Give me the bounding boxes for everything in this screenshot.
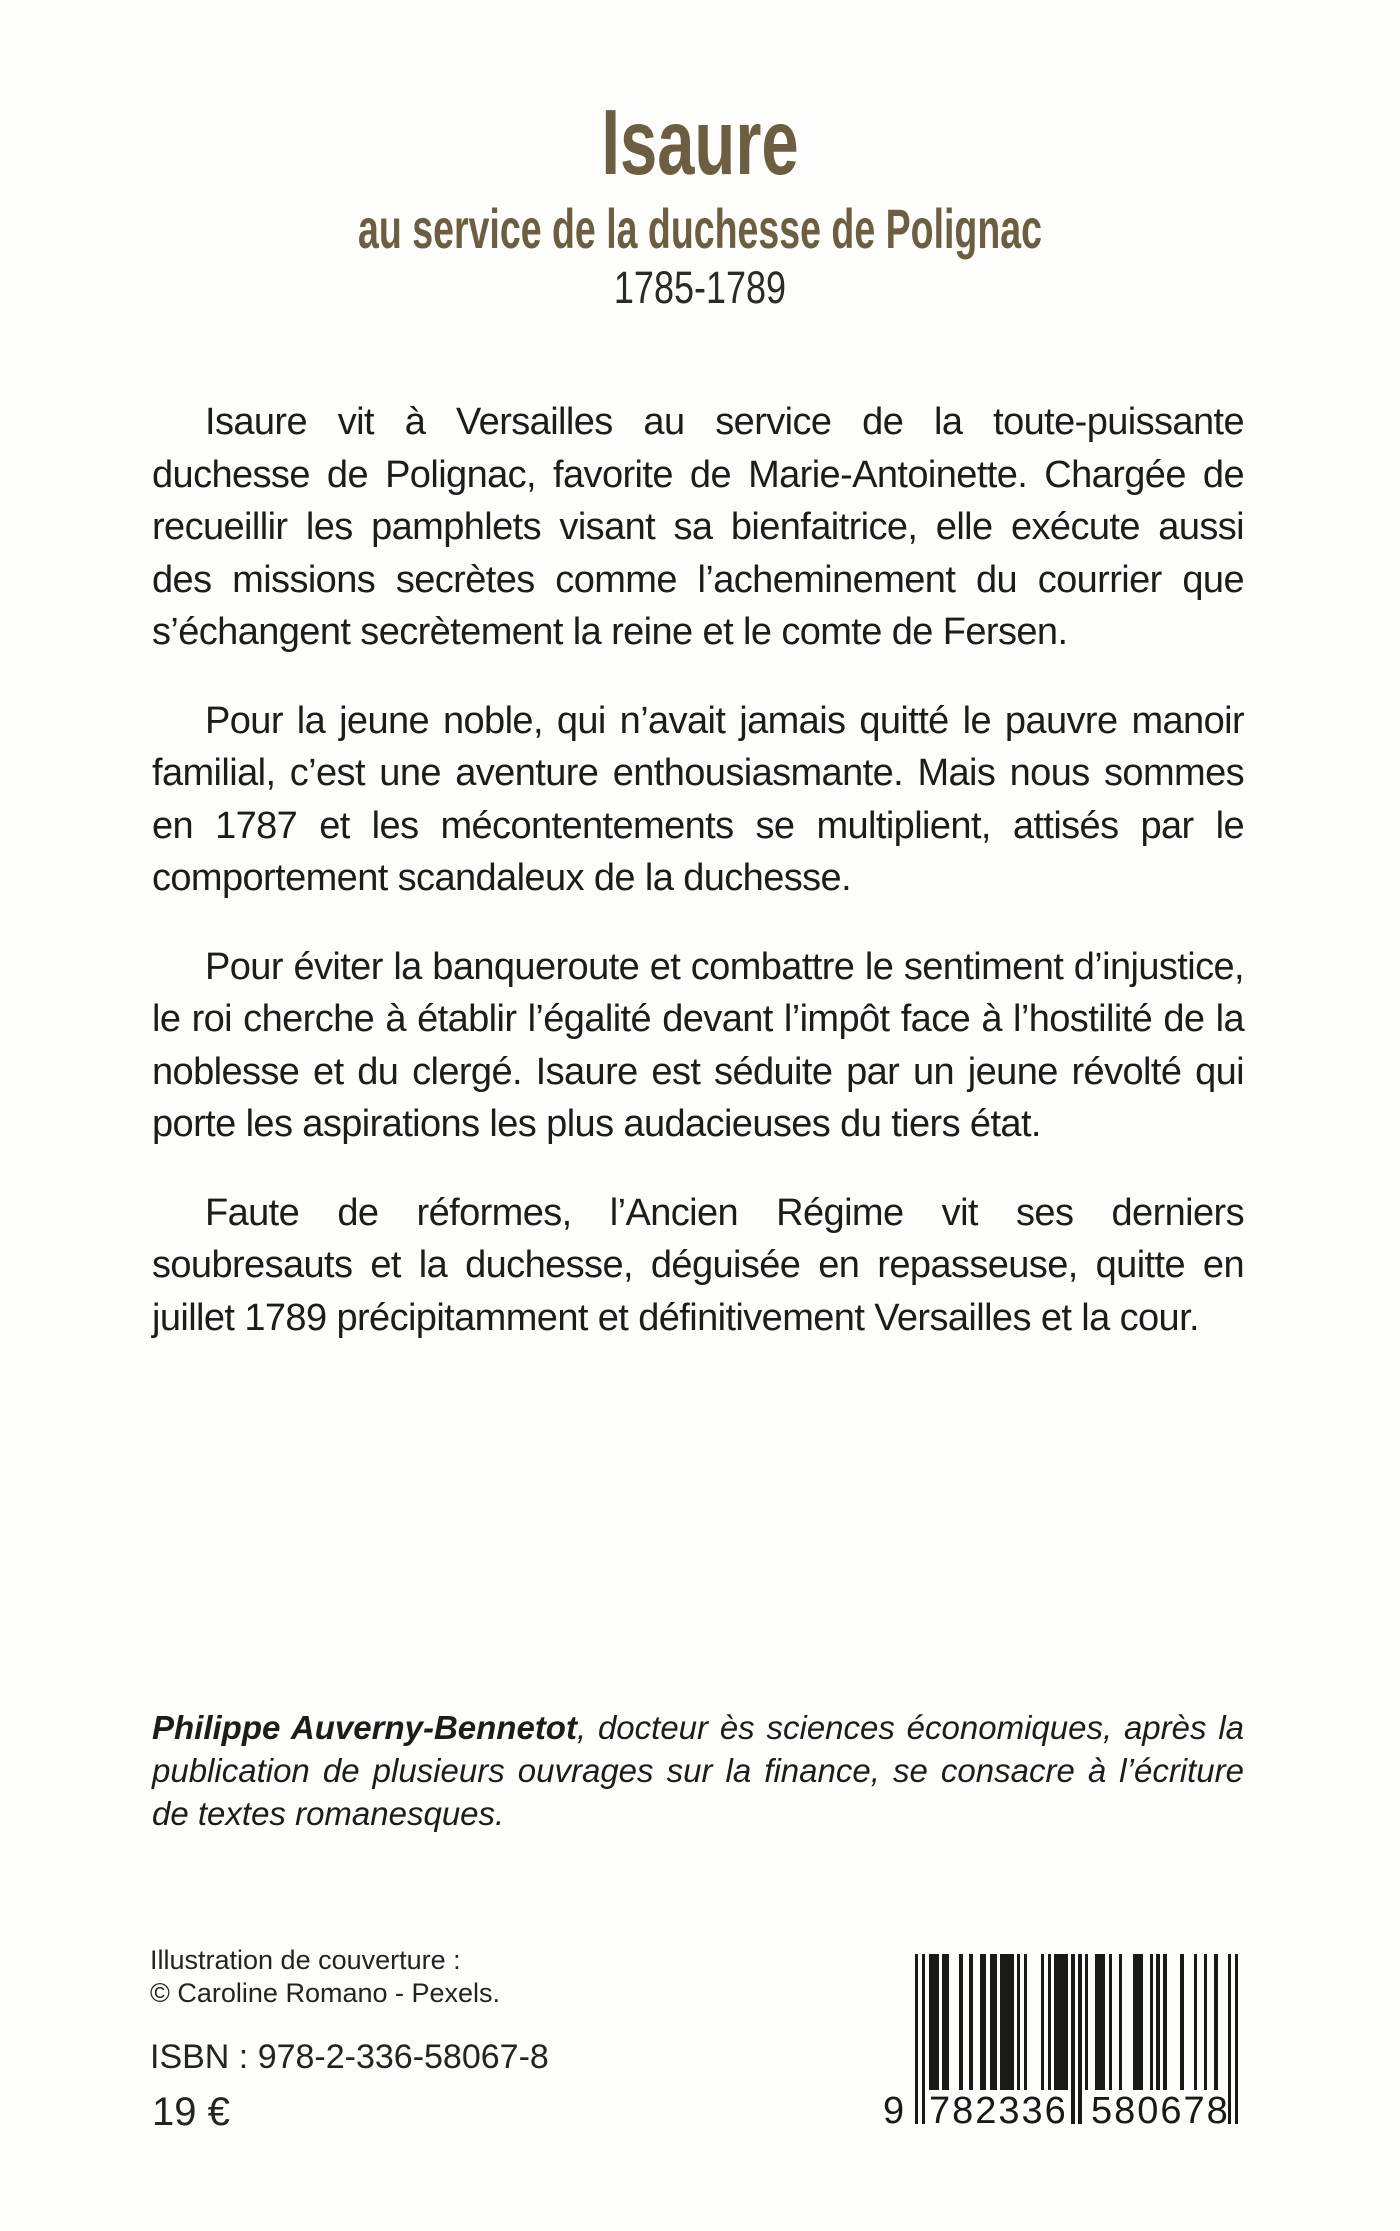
ean13-barcode [883, 1954, 1238, 2134]
isbn-label: ISBN : 978-2-336-58067-8 [150, 2038, 549, 2076]
synopsis-paragraph: Pour la jeune noble, qui n’avait jamais quitté le pauvre manoir familial, c’est une aventure enthousiasmante. Mais nous sommes en 1787 et les mécontentements se multiplient, attisés par le comportement scandaleux de la duchesse. [152, 699, 1244, 899]
barcode-bar [1078, 1954, 1081, 2124]
barcode-bar [1017, 1954, 1020, 2090]
barcode-bar [1071, 1954, 1074, 2124]
barcode-digit-first: 9 [883, 2090, 907, 2132]
barcode-bar [1024, 1954, 1027, 2090]
illustration-credit-line1: Illustration de couverture : [150, 1945, 461, 1975]
barcode-bar [1150, 1954, 1153, 2090]
book-subtitle: au service de la duchesse de Polignac [357, 197, 1043, 260]
synopsis-block [152, 396, 1244, 1380]
barcode-bar [1214, 1954, 1217, 2090]
barcode-bar [935, 1954, 938, 2090]
barcode-bar [1109, 1954, 1112, 2090]
barcode-bar [1102, 1954, 1105, 2090]
illustration-credit [150, 1944, 500, 2009]
illustration-credit-line2: © Caroline Romano - Pexels. [150, 1977, 501, 2008]
barcode-bar [1065, 1954, 1068, 2090]
barcode-bar [1041, 1954, 1044, 2090]
book-dates: 1785-1789 [613, 262, 787, 313]
barcode-bar [915, 1954, 918, 2124]
barcode-bar [959, 1954, 962, 2090]
barcode-bar [1139, 1954, 1142, 2090]
barcode-bar [1194, 1954, 1197, 2090]
barcode-bar [1163, 1954, 1166, 2090]
synopsis-paragraph: Isaure vit à Versailles au service de la toute-puissante duchesse de Polignac, favorite de Marie-Antoinette. Chargée de recueillir les pamphlets visant sa bienfaitrice, elle exécute aussi des missions secrètes comme l’acheminement du courrier que s’échangent secrètement la reine et le comte de Fersen. [152, 401, 1244, 653]
barcode-bar [1156, 1954, 1159, 2090]
book-title: Isaure [601, 90, 799, 194]
synopsis-paragraph: Faute de réformes, l’Ancien Régime vit ses derniers soubresauts et la duchesse, déguisée en repasseuse, quitte en juillet 1789 précipitamment et définitivement Versailles et la cour. [152, 1191, 1244, 1339]
author-bio [152, 1706, 1244, 1835]
barcode-digits-left: 782336 [929, 2090, 1068, 2132]
price-label: 19 € [152, 2090, 230, 2134]
barcode-bar [1180, 1954, 1183, 2090]
barcode-bar [969, 1954, 972, 2090]
barcode-bar [1085, 1954, 1088, 2090]
barcode-bar [983, 1954, 986, 2090]
author-bio-text: , docteur ès sciences économiques, après la publication de plusieurs ouvrages sur la finance, se consacre à l’écriture de textes romanesques. [152, 1709, 1244, 1832]
synopsis-paragraph: Pour éviter la banqueroute et combattre le sentiment d’injustice, le roi cherche à établir l’égalité devant l’impôt face à l’hostilité de la noblesse et du clergé. Isaure est séduite par un jeune révolté qui porte les aspirations les plus audacieuses du tiers état. [152, 945, 1244, 1145]
barcode-bar [1010, 1954, 1013, 2090]
barcode-bar [1235, 1954, 1238, 2124]
author-name: Philippe Auverny-Bennetot [152, 1709, 577, 1746]
barcode-digits-right: 580678 [1091, 2090, 1230, 2132]
barcode-bar [1048, 1954, 1051, 2090]
barcode-bar [993, 1954, 996, 2090]
barcode-bar [946, 1954, 949, 2090]
barcode-bar [1119, 1954, 1122, 2090]
barcode-bar [922, 1954, 925, 2124]
barcode-bar [1204, 1954, 1207, 2090]
